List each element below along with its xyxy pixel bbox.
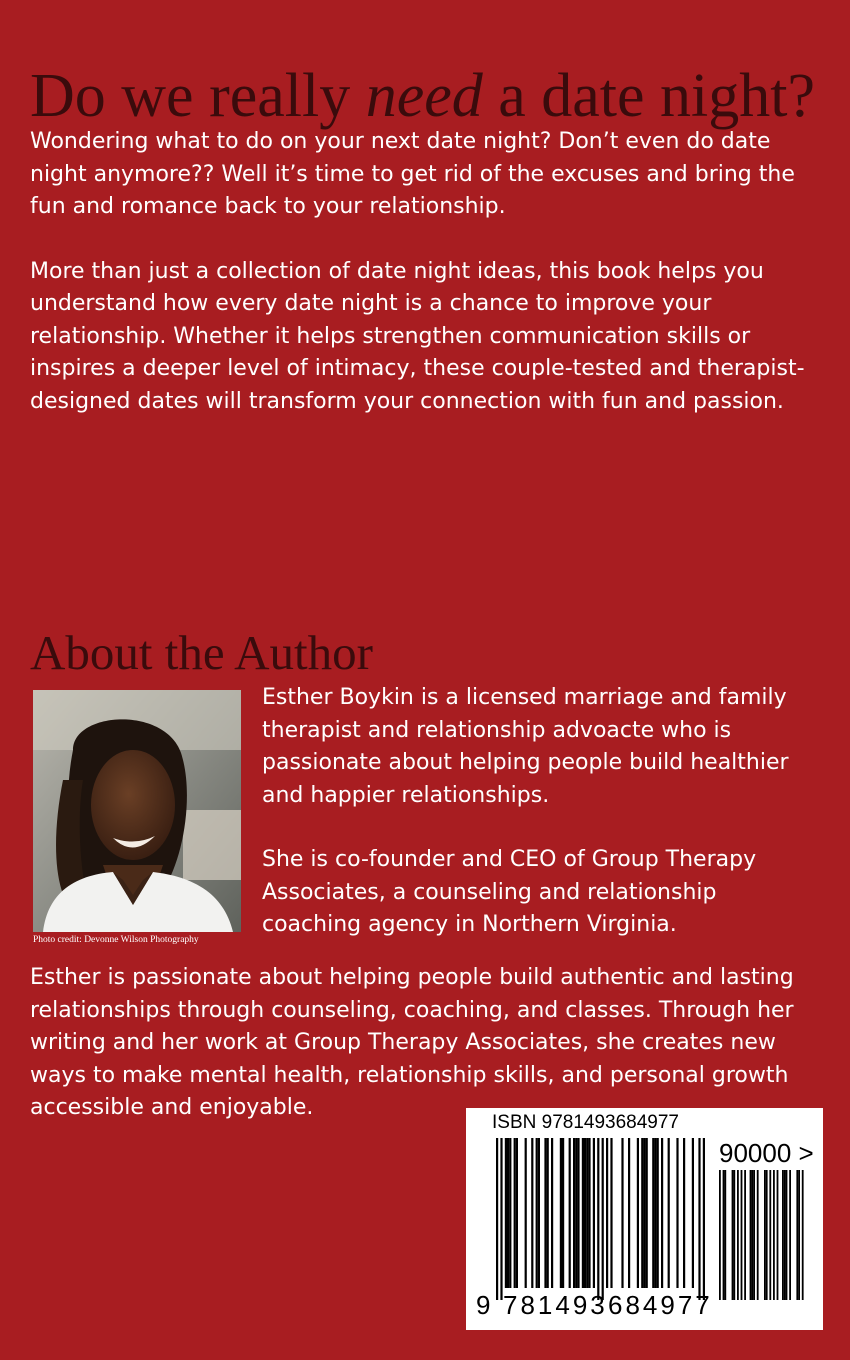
addon-bar <box>744 1170 746 1300</box>
barcode-bar <box>668 1138 670 1288</box>
addon-bar <box>733 1170 735 1300</box>
addon-bar <box>766 1170 768 1300</box>
barcode-bar <box>536 1138 538 1288</box>
barcode-bar <box>588 1138 590 1288</box>
addon-bar <box>751 1170 753 1300</box>
barcode-bar <box>692 1138 694 1288</box>
addon-bar <box>798 1170 800 1300</box>
barcode-bar <box>654 1138 656 1288</box>
barcode-bar <box>628 1138 630 1288</box>
ean-right-digits: 684977 <box>608 1290 713 1320</box>
addon-bar <box>784 1170 786 1300</box>
barcode-bar <box>597 1138 599 1300</box>
addon-bar <box>769 1170 771 1300</box>
barcode-bar <box>500 1138 502 1300</box>
addon-bar <box>732 1170 734 1300</box>
addon-bar <box>786 1170 788 1300</box>
barcode-bar <box>661 1138 663 1288</box>
barcode-bar <box>602 1138 604 1300</box>
barcode-bar <box>637 1138 639 1288</box>
addon-bar <box>741 1170 743 1300</box>
barcode-bar <box>507 1138 509 1288</box>
barcode-bar <box>573 1138 575 1288</box>
barcode-bar <box>575 1138 577 1288</box>
addon-bar <box>764 1170 766 1300</box>
barcode-bar <box>505 1138 507 1288</box>
ean-first-digit: 9 <box>476 1290 491 1320</box>
barcode-bar <box>509 1138 511 1288</box>
barcode-bar <box>525 1138 527 1288</box>
addon-bar <box>789 1170 791 1300</box>
author-photo <box>33 690 241 932</box>
barcode-bar <box>531 1138 533 1288</box>
addon-bar <box>777 1170 779 1300</box>
barcode-bar <box>593 1138 595 1288</box>
barcode-bar <box>577 1138 579 1288</box>
bio-paragraph-1: Esther Boykin is a licensed marriage and family therapist and relationship advoacte who is passionate about helping people build healthier and happier relationships. <box>262 685 789 808</box>
barcode-bar <box>562 1138 564 1288</box>
headline-start: Do we really <box>30 62 366 130</box>
bio-paragraph-3: Esther is passionate about helping people build authentic and lasting relationships through counseling, coaching, and classes. Through her writing and her work at Group Therapy Associates, she creates new ways to make mental health, relationship skills, and personal growth accessible and enjoyable. <box>30 965 794 1120</box>
barcode-bar <box>547 1138 549 1288</box>
author-bio-side <box>262 682 822 974</box>
addon-bar <box>802 1170 804 1300</box>
barcode-bar <box>643 1138 645 1288</box>
barcode-bar <box>586 1138 588 1288</box>
barcode-bar <box>516 1138 518 1288</box>
photo-credit: Photo credit: Devonne Wilson Photography <box>33 935 199 945</box>
description-paragraph-2: More than just a collection of date night ideas, this book helps you understand how every date night is a chance to improve your relationship. Whether it helps strengthen communication skills or inspires a deeper level of intimacy, these couple-tested and therapist-designed dates will transform your connection with fun and passion. <box>30 258 805 414</box>
barcode-bar <box>551 1138 553 1288</box>
addon-bar <box>796 1170 798 1300</box>
addon-bar <box>782 1170 784 1300</box>
barcode-bar <box>514 1138 516 1288</box>
price-code: 90000 > <box>719 1138 814 1168</box>
barcode-bar <box>621 1138 623 1288</box>
addon-bar <box>750 1170 752 1300</box>
addon-bar <box>724 1170 726 1300</box>
barcode-bar <box>698 1138 700 1300</box>
addon-bar <box>719 1170 721 1300</box>
barcode-bar <box>544 1138 546 1288</box>
barcode-bar <box>646 1138 648 1288</box>
headline <box>30 58 815 134</box>
barcode-bar <box>652 1138 654 1288</box>
addon-bar <box>737 1170 739 1300</box>
headline-end: a date night? <box>482 62 816 130</box>
addon-bar <box>773 1170 775 1300</box>
barcode-bar <box>703 1138 705 1300</box>
barcode-bar <box>610 1138 612 1288</box>
book-description <box>30 126 820 450</box>
ean-left-digits: 781493 <box>503 1290 608 1320</box>
barcode-bar <box>582 1138 584 1288</box>
headline-emphasis: need <box>365 62 483 130</box>
barcode-bar <box>683 1138 685 1288</box>
barcode-bar <box>496 1138 498 1300</box>
barcode-bar <box>584 1138 586 1288</box>
addon-bar <box>753 1170 755 1300</box>
barcode-bar <box>538 1138 540 1288</box>
isbn-barcode-box <box>466 1108 823 1330</box>
barcode-bar <box>569 1138 571 1288</box>
addon-bar <box>757 1170 759 1300</box>
barcode-bar <box>606 1138 608 1288</box>
about-author-heading: About the Author <box>30 625 373 680</box>
barcode-bar <box>676 1138 678 1288</box>
isbn-label: ISBN 9781493684977 <box>492 1112 679 1133</box>
barcode-bar <box>657 1138 659 1288</box>
addon-bar <box>723 1170 725 1300</box>
bio-paragraph-2: She is co-founder and CEO of Group Therapy Associates, a counseling and relationship coaching agency in Northern Virginia. <box>262 847 757 937</box>
description-paragraph-1: Wondering what to do on your next date night? Don’t even do date night anymore?? Well it’s time to get rid of the excuses and bring the fun and romance back to your relationship. <box>30 129 795 219</box>
barcode-bar <box>641 1138 643 1288</box>
barcode-bar <box>560 1138 562 1288</box>
